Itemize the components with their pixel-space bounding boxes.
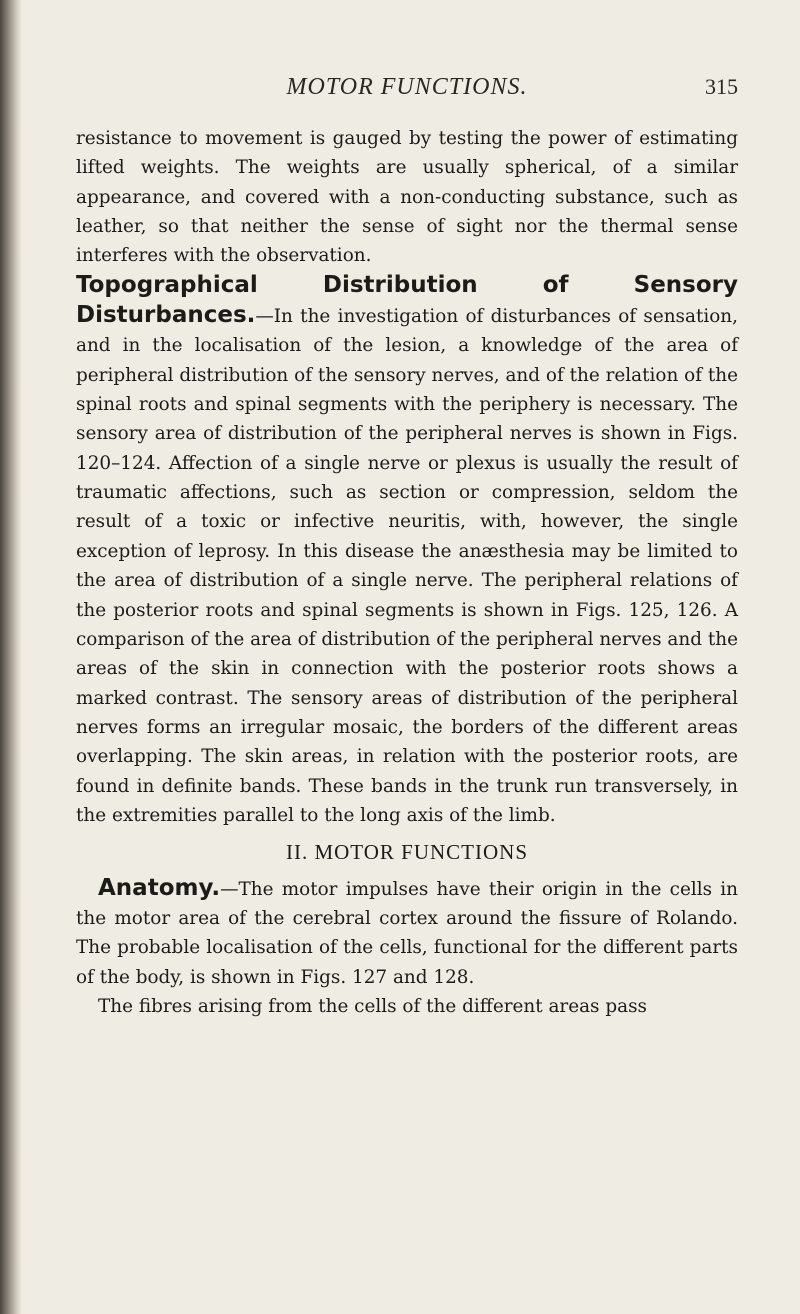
paragraph-anatomy <box>76 874 738 992</box>
paragraph-text: —In the investigation of disturbances of sensation, and in the localisation of the lesion, a knowledge of the area of peripheral distribution of the sensory nerves, and of the relation of the spinal roots and spinal segments with the periphery is necessary. The sensory area of distribution of the peripheral nerves is shown in Figs. 120–124. Affection of a single nerve or plexus is usually the result of traumatic affections, such as section or compression, seldom the result of a toxic or infective neuritis, with, however, the single exception of leprosy. In this disease the anæsthesia may be limited to the area of distribution of a single nerve. The peripheral relations of the posterior roots and spinal segments is shown in Figs. 125, 126. A comparison of the area of distribution of the peripheral nerves and the areas of the skin in connection with the posterior roots shows a marked contrast. The sensory areas of distribution of the peripheral nerves forms an irregular mosaic, the borders of the different areas overlapping. The skin areas, in relation with the posterior roots, are found in definite bands. These bands in the trunk run transversely, in the extremities parallel to the long axis of the limb. <box>76 306 738 826</box>
running-head <box>76 74 738 104</box>
book-binding-shadow <box>0 0 22 1314</box>
sidehead-sensory-distribution: Topographical Distribution of Sensory Disturbances. <box>76 271 738 329</box>
page-number: 315 <box>705 74 738 99</box>
running-title: MOTOR FUNCTIONS. <box>286 74 528 100</box>
sidehead-anatomy: Anatomy. <box>98 874 221 901</box>
paragraph-text: —The motor impulses have their origin in the cells in the motor area of the cerebral cortex around the fissure of Rolando. The probable localisation of the cells, functional for the different parts of the body, is shown in Figs. 127 and 128. <box>76 878 738 988</box>
paragraph-fibres: The fibres arising from the cells of the different areas pass <box>98 995 647 1017</box>
paragraph-continuation: resistance to movement is gauged by testing the power of estimating lifted weights. The weights are usually spherical, of a similar appearance, and covered with a non-conducting substance, such as leather, so that neither the sense of sight nor the thermal sense interferes with the observation. <box>76 128 738 267</box>
section-title: II. MOTOR FUNCTIONS <box>285 840 529 865</box>
paragraph-sensory-disturbances <box>76 271 738 831</box>
body-text <box>76 124 738 1021</box>
